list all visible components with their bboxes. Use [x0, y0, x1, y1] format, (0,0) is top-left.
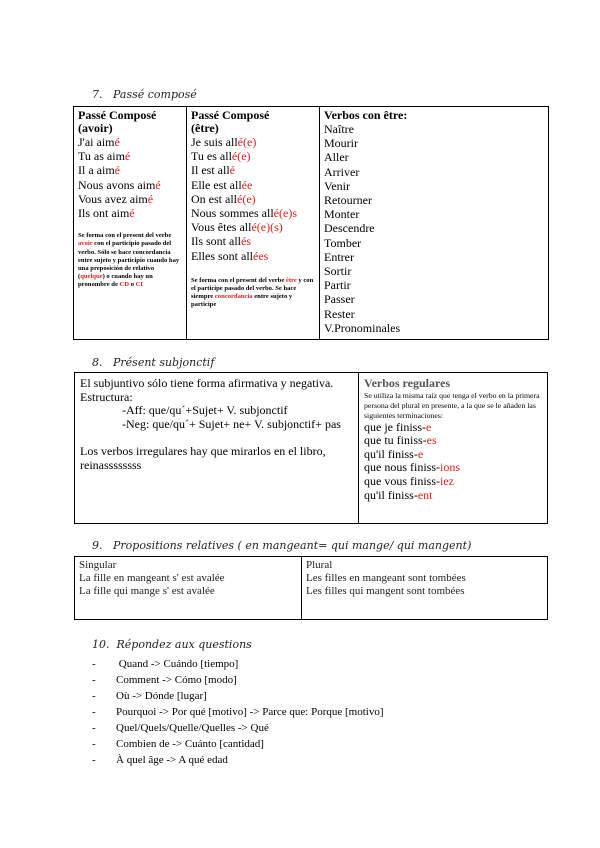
singular-label: Singular: [79, 559, 117, 571]
section-title: Propositions relatives ( en mangeant= qui mange/ qui mangent): [113, 539, 472, 552]
regular-verbs-description: Se utiliza la misma raíz que tenga el verbo en la primera persona del plural en presente, a la que se le añaden las siguientes terminaciones:: [364, 390, 540, 420]
verb-item: Arriver: [324, 164, 360, 179]
section-number: 9.: [92, 539, 103, 552]
etre-note: Se forma con el present del verbe être y con el participe pasado del verbo. Se hace siempre concordancia entre sujeto y participe: [191, 276, 314, 309]
verb-item: Descendre: [324, 221, 375, 236]
etre-verbs-column: [320, 107, 549, 340]
verb-item: Venir: [324, 178, 350, 193]
plural-cell: [302, 557, 548, 620]
conjugation-row: Il a aimé: [78, 163, 120, 178]
avoir-column: [74, 107, 187, 340]
conjugation-row: que tu finiss-es: [364, 433, 437, 448]
questions-list: [92, 656, 384, 768]
verb-item: V.Pronominales: [324, 320, 401, 335]
verb-item: Passer: [324, 292, 355, 307]
conjugation-row: Elle est allée: [191, 177, 253, 192]
structure-label: Estructura:: [80, 389, 133, 404]
section-title: Présent subjonctif: [113, 356, 215, 369]
conjugation-row: Vous avez aimé: [78, 191, 154, 206]
passe-compose-table: [73, 106, 549, 340]
irregular-note: Los verbos irregulares hay que mirarlos en el libro, reinassssssss: [80, 444, 326, 472]
verb-item: Aller: [324, 150, 349, 165]
negative-rule: -Neg: que/qu´+ Sujet+ ne+ V. subjonctif+ pas: [122, 416, 341, 431]
etre-column: [187, 107, 320, 340]
affirmative-rule: -Aff: que/qu´+Sujet+ V. subjonctif: [122, 403, 288, 418]
etre-title: Passé Composé (être): [191, 108, 270, 135]
list-item: - Quand -> Cuándo [tiempo]: [92, 656, 384, 672]
avoir-title: Passé Composé (avoir): [78, 108, 157, 135]
conjugation-row: que vous finiss-iez: [364, 473, 454, 488]
section-8-heading: [92, 356, 214, 369]
list-item: - Pourquoi -> Por qué [motivo] -> Parce que: Porque [motivo]: [92, 704, 384, 720]
conjugation-row: Ils ont aimé: [78, 206, 135, 221]
etre-verbs-list: [324, 122, 544, 335]
subjonctif-conjugation-list: [364, 421, 542, 503]
conjugation-row: On est allé(e): [191, 191, 256, 206]
section-number: 7.: [92, 88, 103, 101]
list-item: - Combien de -> Cuánto [cantidad]: [92, 736, 384, 752]
conjugation-row: Tu as aimé: [78, 149, 131, 164]
section-number: 10.: [92, 638, 110, 651]
etre-conjugation-list: [191, 135, 315, 263]
list-item: - À quel âge -> A qué edad: [92, 752, 384, 768]
conjugation-row: qu'il finiss-ent: [364, 487, 433, 502]
regular-verbs-cell: [359, 373, 548, 524]
conjugation-row: Tu es allé(e): [191, 149, 251, 164]
verb-item: Sortir: [324, 264, 352, 279]
conjugation-row: qu'il finiss-e: [364, 446, 424, 461]
section-title: Passé composé: [113, 88, 197, 101]
verb-item: Tomber: [324, 235, 362, 250]
relatives-table: [74, 556, 548, 620]
verb-item: Entrer: [324, 249, 354, 264]
section-10-heading: [92, 638, 252, 651]
subjonctif-structure-cell: [75, 373, 359, 524]
conjugation-row: Nous avons aimé: [78, 177, 161, 192]
list-item: - Quel/Quels/Quelle/Quelles -> Qué: [92, 720, 384, 736]
subjonctif-intro: El subjuntivo sólo tiene forma afirmativa y negativa.: [80, 376, 334, 390]
plural-example-2: Les filles qui mangent sont tombées: [306, 585, 465, 597]
verb-item: Rester: [324, 306, 355, 321]
conjugation-row: Nous sommes allé(e)s: [191, 206, 297, 221]
verb-item: Monter: [324, 207, 360, 222]
subjonctif-table: [74, 372, 548, 524]
conjugation-row: Vous êtes allé(e)(s): [191, 220, 283, 235]
section-title: Répondez aux questions: [116, 638, 252, 651]
section-7-heading: [92, 88, 197, 101]
verb-item: Partir: [324, 278, 351, 293]
singular-example-2: La fille qui mange s' est avalée: [79, 585, 215, 597]
conjugation-row: Elles sont allées: [191, 248, 269, 263]
section-9-heading: [92, 539, 471, 552]
plural-label: Plural: [306, 559, 333, 571]
conjugation-row: que nous finiss-ions: [364, 460, 461, 475]
verb-item: Naître: [324, 122, 354, 136]
conjugation-row: Je suis allé(e): [191, 135, 257, 149]
regular-verbs-title: Verbos regulares: [364, 376, 451, 390]
conjugation-row: Ils sont allés: [191, 234, 251, 249]
verb-item: Retourner: [324, 193, 372, 208]
conjugation-row: J'ai aimé: [78, 135, 120, 149]
avoir-note: Se forma con el present del verbe avoir con el participio pasado del verbo. Sólo se hace concordancia entre sujeto y participio cuando hay una preposición de relativo (quelque) o cuando hay un pronombre de CD o CI: [78, 232, 180, 289]
avoir-conjugation-list: [78, 135, 182, 220]
section-number: 8.: [92, 356, 103, 369]
singular-example-1: La fille en mangeant s' est avalée: [79, 572, 225, 584]
plural-example-1: Les filles en mangeant sont tombées: [306, 572, 466, 584]
list-item: - Comment -> Cómo [modo]: [92, 672, 384, 688]
verb-item: Mourir: [324, 136, 358, 151]
etre-verbs-title: Verbos con être:: [324, 108, 408, 122]
conjugation-row: Il est allé: [191, 163, 235, 178]
list-item: - Où -> Dónde [lugar]: [92, 688, 384, 704]
singular-cell: [75, 557, 302, 620]
conjugation-row: que je finiss-e: [364, 419, 432, 434]
